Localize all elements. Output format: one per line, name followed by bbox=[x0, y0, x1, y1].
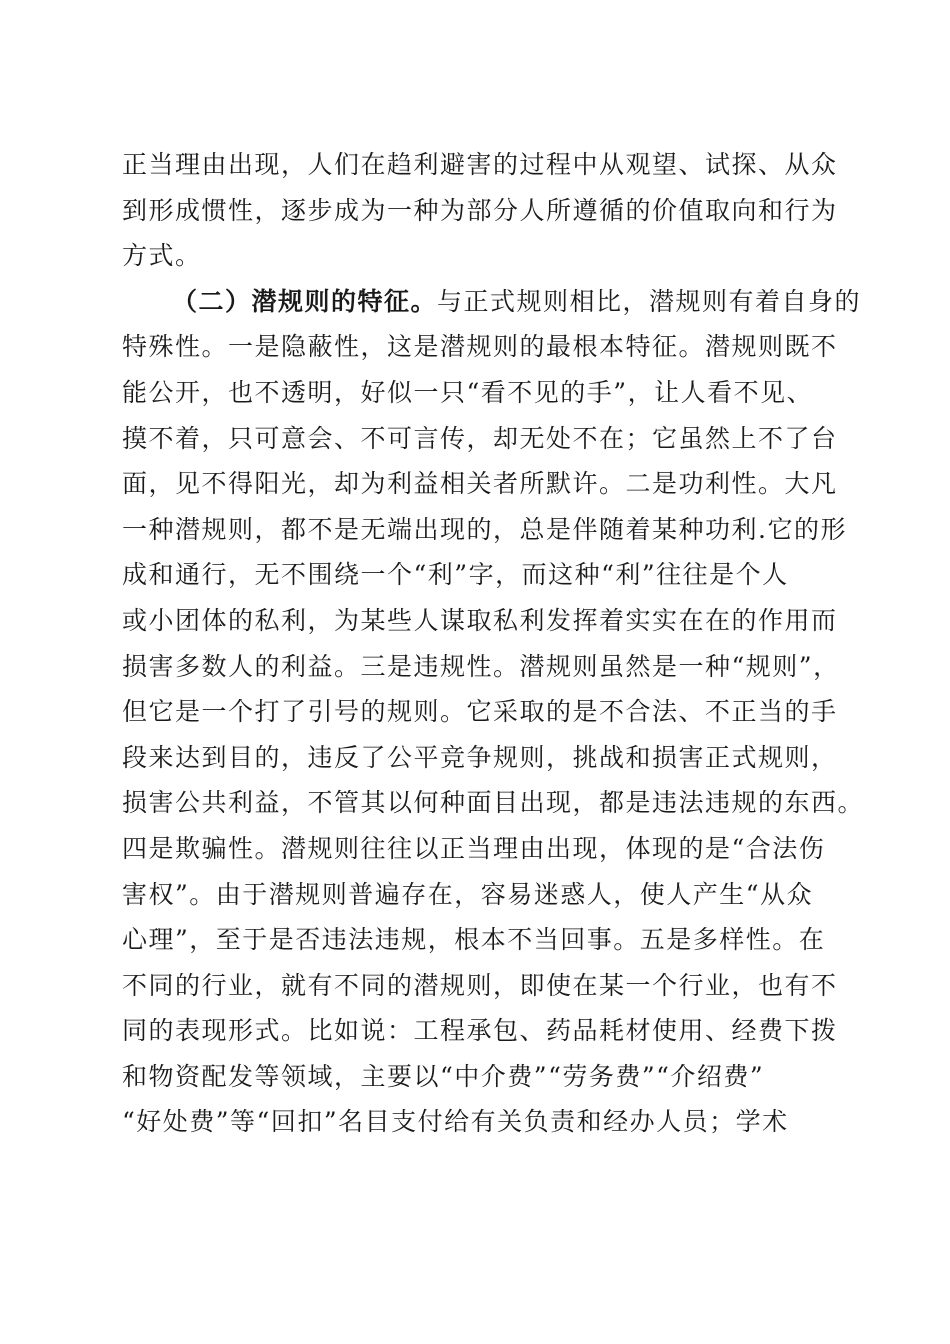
text-line: 不同的行业，就有不同的潜规则，即使在某一个行业，也有不 bbox=[122, 970, 838, 1000]
section-first-line bbox=[122, 279, 862, 325]
text-line: 特殊性。一是隐蔽性，这是潜规则的最根本特征。潜规则既不 bbox=[122, 332, 838, 362]
section-heading: （二）潜规则的特征。 bbox=[172, 286, 438, 316]
body-text bbox=[122, 142, 865, 1145]
text-line: 能公开，也不透明，好似一只“看不见的手”，让人看不见、 bbox=[122, 377, 814, 407]
text-line: 面，见不得阳光，却为利益相关者所默许。二是功利性。大凡 bbox=[122, 469, 838, 499]
text-line: 到形成惯性，逐步成为一种为部分人所遵循的价值取向和行为 bbox=[122, 195, 838, 225]
text-line: 摸不着，只可意会、不可言传，却无处不在；它虽然上不了台 bbox=[122, 423, 838, 453]
text-line: 四是欺骗性。潜规则往往以正当理由出现，体现的是“合法伤 bbox=[122, 833, 826, 863]
text-line: 段来达到目的，违反了公平竞争规则，挑战和损害正式规则， bbox=[122, 742, 838, 772]
section-first-line-text: 与正式规则相比，潜规则有着自身的 bbox=[437, 286, 862, 316]
text-line: 心理”，至于是否违法违规，根本不当回事。五是多样性。在 bbox=[122, 925, 826, 955]
text-line: 或小团体的私利，为某些人谋取私利发挥着实实在在的作用而 bbox=[122, 605, 838, 635]
text-line: 正当理由出现，人们在趋利避害的过程中从观望、试探、从众 bbox=[122, 150, 838, 179]
text-line: “好处费”等“回扣”名目支付给有关负责和经办人员；学术 bbox=[122, 1107, 789, 1137]
text-line: 和物资配发等领域，主要以“中介费”“劳务费”“介绍费” bbox=[122, 1061, 765, 1091]
text-line: 成和通行，无不围绕一个“利”字，而这种“利”往往是个人 bbox=[122, 560, 789, 590]
text-line: 但它是一个打了引号的规则。它采取的是不合法、不正当的手 bbox=[122, 697, 838, 727]
text-line: 损害公共利益，不管其以何种面目出现，都是违法违规的东西。 bbox=[122, 788, 865, 818]
text-line: 损害多数人的利益。三是违规性。潜规则虽然是一种“规则”， bbox=[122, 651, 840, 681]
text-line: 方式。 bbox=[122, 241, 202, 271]
text-line: 同的表现形式。比如说：工程承包、药品耗材使用、经费下拨 bbox=[122, 1016, 838, 1046]
text-line: 害权”。由于潜规则普遍存在，容易迷惑人，使人产生“从众 bbox=[122, 879, 814, 909]
text-line: 一种潜规则，都不是无端出现的，总是伴随着某种功利.它的形 bbox=[122, 514, 847, 544]
